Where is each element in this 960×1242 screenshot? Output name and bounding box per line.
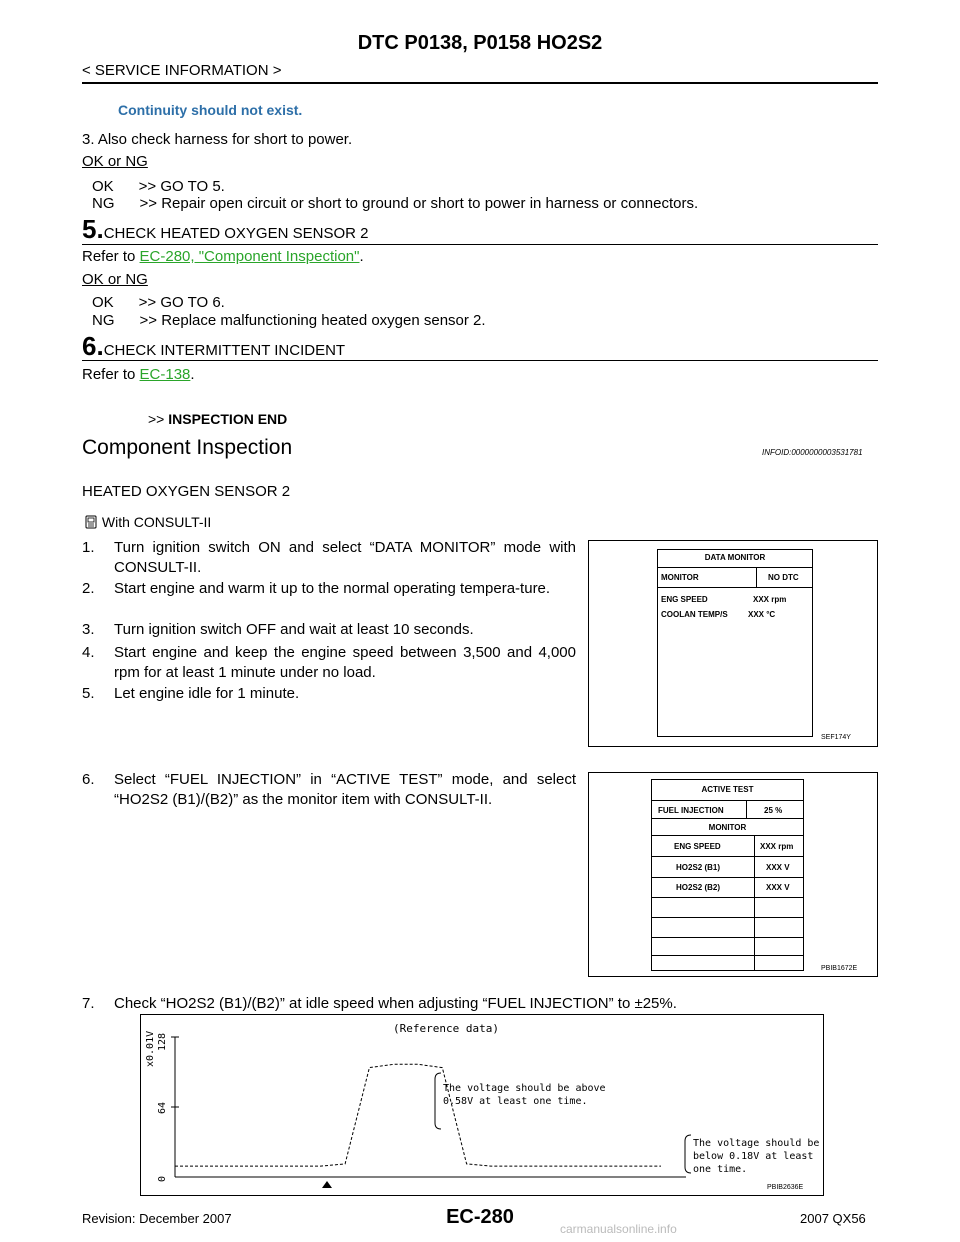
row-divider <box>652 937 803 938</box>
consult-screen <box>651 779 804 971</box>
chart-title: (Reference data) <box>393 1022 499 1035</box>
no-dtc-label: NO DTC <box>768 573 799 582</box>
procedure-step-2 <box>82 579 578 599</box>
step3-text: 3. Also check harness for short to power. <box>82 131 353 148</box>
column-divider <box>756 567 757 587</box>
row-divider <box>652 955 803 956</box>
y-unit-label: x0.01V <box>145 1030 156 1067</box>
screen-divider <box>658 587 812 588</box>
figure-code: SEF174Y <box>821 734 851 741</box>
step5-ng-result: NG >> Replace malfunctioning heated oxygen sensor 2. <box>92 312 486 329</box>
voltage-chart <box>141 1015 823 1195</box>
step-text: Select “FUEL INJECTION” in “ACTIVE TEST” mode, and select “HO2S2 (B1)/(B2)” as the monitor item with CONSULT-II. <box>114 771 576 808</box>
step-number: 5. <box>82 685 95 702</box>
continuity-note: Continuity should not exist. <box>118 102 303 118</box>
note2-line1: The voltage should be <box>693 1138 820 1149</box>
vehicle-model: 2007 QX56 <box>800 1211 866 1226</box>
inspection-end-label: INSPECTION END <box>168 411 288 427</box>
step6-refer-prefix: Refer to <box>82 366 140 383</box>
step-text: Start engine and warm it up to the normal operating tempera-ture. <box>114 580 551 597</box>
start-marker <box>322 1181 332 1188</box>
note1-line2: 0.58V at least one time. <box>443 1096 588 1107</box>
row-divider <box>652 877 803 878</box>
step6-title: CHECK INTERMITTENT INCIDENT <box>103 342 346 359</box>
note2-line3: one time. <box>693 1164 748 1175</box>
figure-code: PBIB2636E <box>767 1184 804 1191</box>
row-divider <box>652 917 803 918</box>
note1-line1: The voltage should be above <box>443 1083 606 1094</box>
step5-refer-link[interactable]: EC-280, "Component Inspection" <box>139 248 360 265</box>
step-text: Turn ignition switch ON and select “DATA MONITOR” mode with CONSULT-II. <box>114 539 576 576</box>
procedure-step-6 <box>82 770 578 810</box>
y-tick-label-64: 64 <box>157 1101 168 1114</box>
figure-active-test <box>588 772 878 977</box>
inspection-end <box>148 411 287 427</box>
consult-note-text: With CONSULT-II <box>101 514 212 530</box>
column-divider <box>746 800 747 818</box>
component-subtitle: HEATED OXYGEN SENSOR 2 <box>82 483 291 500</box>
figure-data-monitor <box>588 540 878 747</box>
step6-number: 6. <box>82 331 104 361</box>
procedure-step-7 <box>82 994 878 1014</box>
consult-note <box>84 514 211 530</box>
row-divider <box>652 856 803 857</box>
step-number: 2. <box>82 580 95 597</box>
ok-ng-label: OK or NG <box>82 153 148 170</box>
info-id: INFOID:0000000003531781 <box>762 448 863 457</box>
ho2s2-b1-value: XXX V <box>766 863 790 872</box>
eng-speed-label: ENG SPEED <box>674 842 721 851</box>
screen-title: ACTIVE TEST <box>701 785 754 794</box>
figure-voltage-graph <box>140 1014 824 1196</box>
annotation-bracket-1 <box>435 1073 441 1129</box>
figure-code: PBIB1672E <box>821 965 858 972</box>
ng-result: NG >> Repair open circuit or short to ground or short to power in harness or connectors. <box>92 195 699 212</box>
inspection-end-prefix: >> <box>148 411 169 427</box>
step5-ok-result: OK >> GO TO 6. <box>92 294 225 311</box>
procedure-step-5 <box>82 684 578 704</box>
row-divider <box>652 897 803 898</box>
note2-line2: below 0.18V at least <box>693 1151 814 1162</box>
consult-screen <box>657 549 813 737</box>
annotation-bracket-2 <box>685 1135 691 1173</box>
step5-number: 5. <box>82 214 104 244</box>
header-divider <box>82 82 878 84</box>
procedure-step-4 <box>82 643 578 683</box>
ho2s2-b2-value: XXX V <box>766 883 790 892</box>
step5-divider <box>82 244 878 245</box>
fuel-injection-value: 25 % <box>764 806 783 815</box>
ho2s2-b1-label: HO2S2 (B1) <box>676 863 721 872</box>
step6-refer-link[interactable]: EC-138 <box>139 366 191 383</box>
section-label: < SERVICE INFORMATION > <box>82 62 282 79</box>
eng-speed-value: XXX rpm <box>753 595 787 604</box>
step-text: Check “HO2S2 (B1)/(B2)” at idle speed when adjusting “FUEL INJECTION” to ±25%. <box>114 995 677 1012</box>
step6-refer-suffix: . <box>190 366 195 383</box>
step5-refer-prefix: Refer to <box>82 248 140 265</box>
component-title: Component Inspection <box>82 436 293 459</box>
ho2s2-b2-label: HO2S2 (B2) <box>676 883 721 892</box>
y-tick-label-128: 128 <box>157 1032 168 1051</box>
step5-refer-suffix: . <box>359 248 364 265</box>
consult-tool-icon <box>84 515 98 529</box>
y-tick-label-0: 0 <box>157 1175 168 1182</box>
procedure-step-3 <box>82 620 578 640</box>
revision-date: Revision: December 2007 <box>82 1211 232 1226</box>
step5-heading <box>82 214 368 245</box>
step-number: 1. <box>82 539 95 556</box>
ok-result: OK >> GO TO 5. <box>92 178 225 195</box>
step-number: 6. <box>82 771 95 788</box>
page-title: DTC P0138, P0158 HO2S2 <box>357 32 603 54</box>
watermark: carmanualsonline.info <box>560 1222 677 1236</box>
step-number: 3. <box>82 621 95 638</box>
step5-ok-ng-label: OK or NG <box>82 271 148 288</box>
step5-title: CHECK HEATED OXYGEN SENSOR 2 <box>103 225 369 242</box>
voltage-series-line <box>175 1064 661 1166</box>
screen-divider <box>658 567 812 568</box>
step-number: 7. <box>82 995 95 1012</box>
monitor-label: MONITOR <box>661 573 699 582</box>
step-text: Let engine idle for 1 minute. <box>114 685 300 702</box>
step-number: 4. <box>82 644 95 661</box>
fuel-injection-label: FUEL INJECTION <box>658 806 724 815</box>
screen-divider <box>652 818 803 819</box>
eng-speed-label: ENG SPEED <box>661 595 708 604</box>
step6-refer <box>82 366 195 383</box>
step-text: Start engine and keep the engine speed between 3,500 and 4,000 rpm for at least 1 minute under no load. <box>114 644 576 681</box>
screen-title: DATA MONITOR <box>704 553 766 562</box>
eng-speed-value: XXX rpm <box>760 842 794 851</box>
coolant-temp-label: COOLAN TEMP/S <box>661 610 728 619</box>
screen-divider <box>652 835 803 836</box>
procedure-step-1 <box>82 538 578 578</box>
step5-refer <box>82 248 364 265</box>
step6-divider <box>82 360 878 361</box>
monitor-label: MONITOR <box>708 823 747 832</box>
coolant-temp-value: XXX °C <box>748 610 776 619</box>
step6-heading <box>82 331 345 362</box>
step-text: Turn ignition switch OFF and wait at least 10 seconds. <box>114 621 474 638</box>
page-number: EC-280 <box>446 1206 514 1228</box>
screen-divider <box>652 800 803 801</box>
